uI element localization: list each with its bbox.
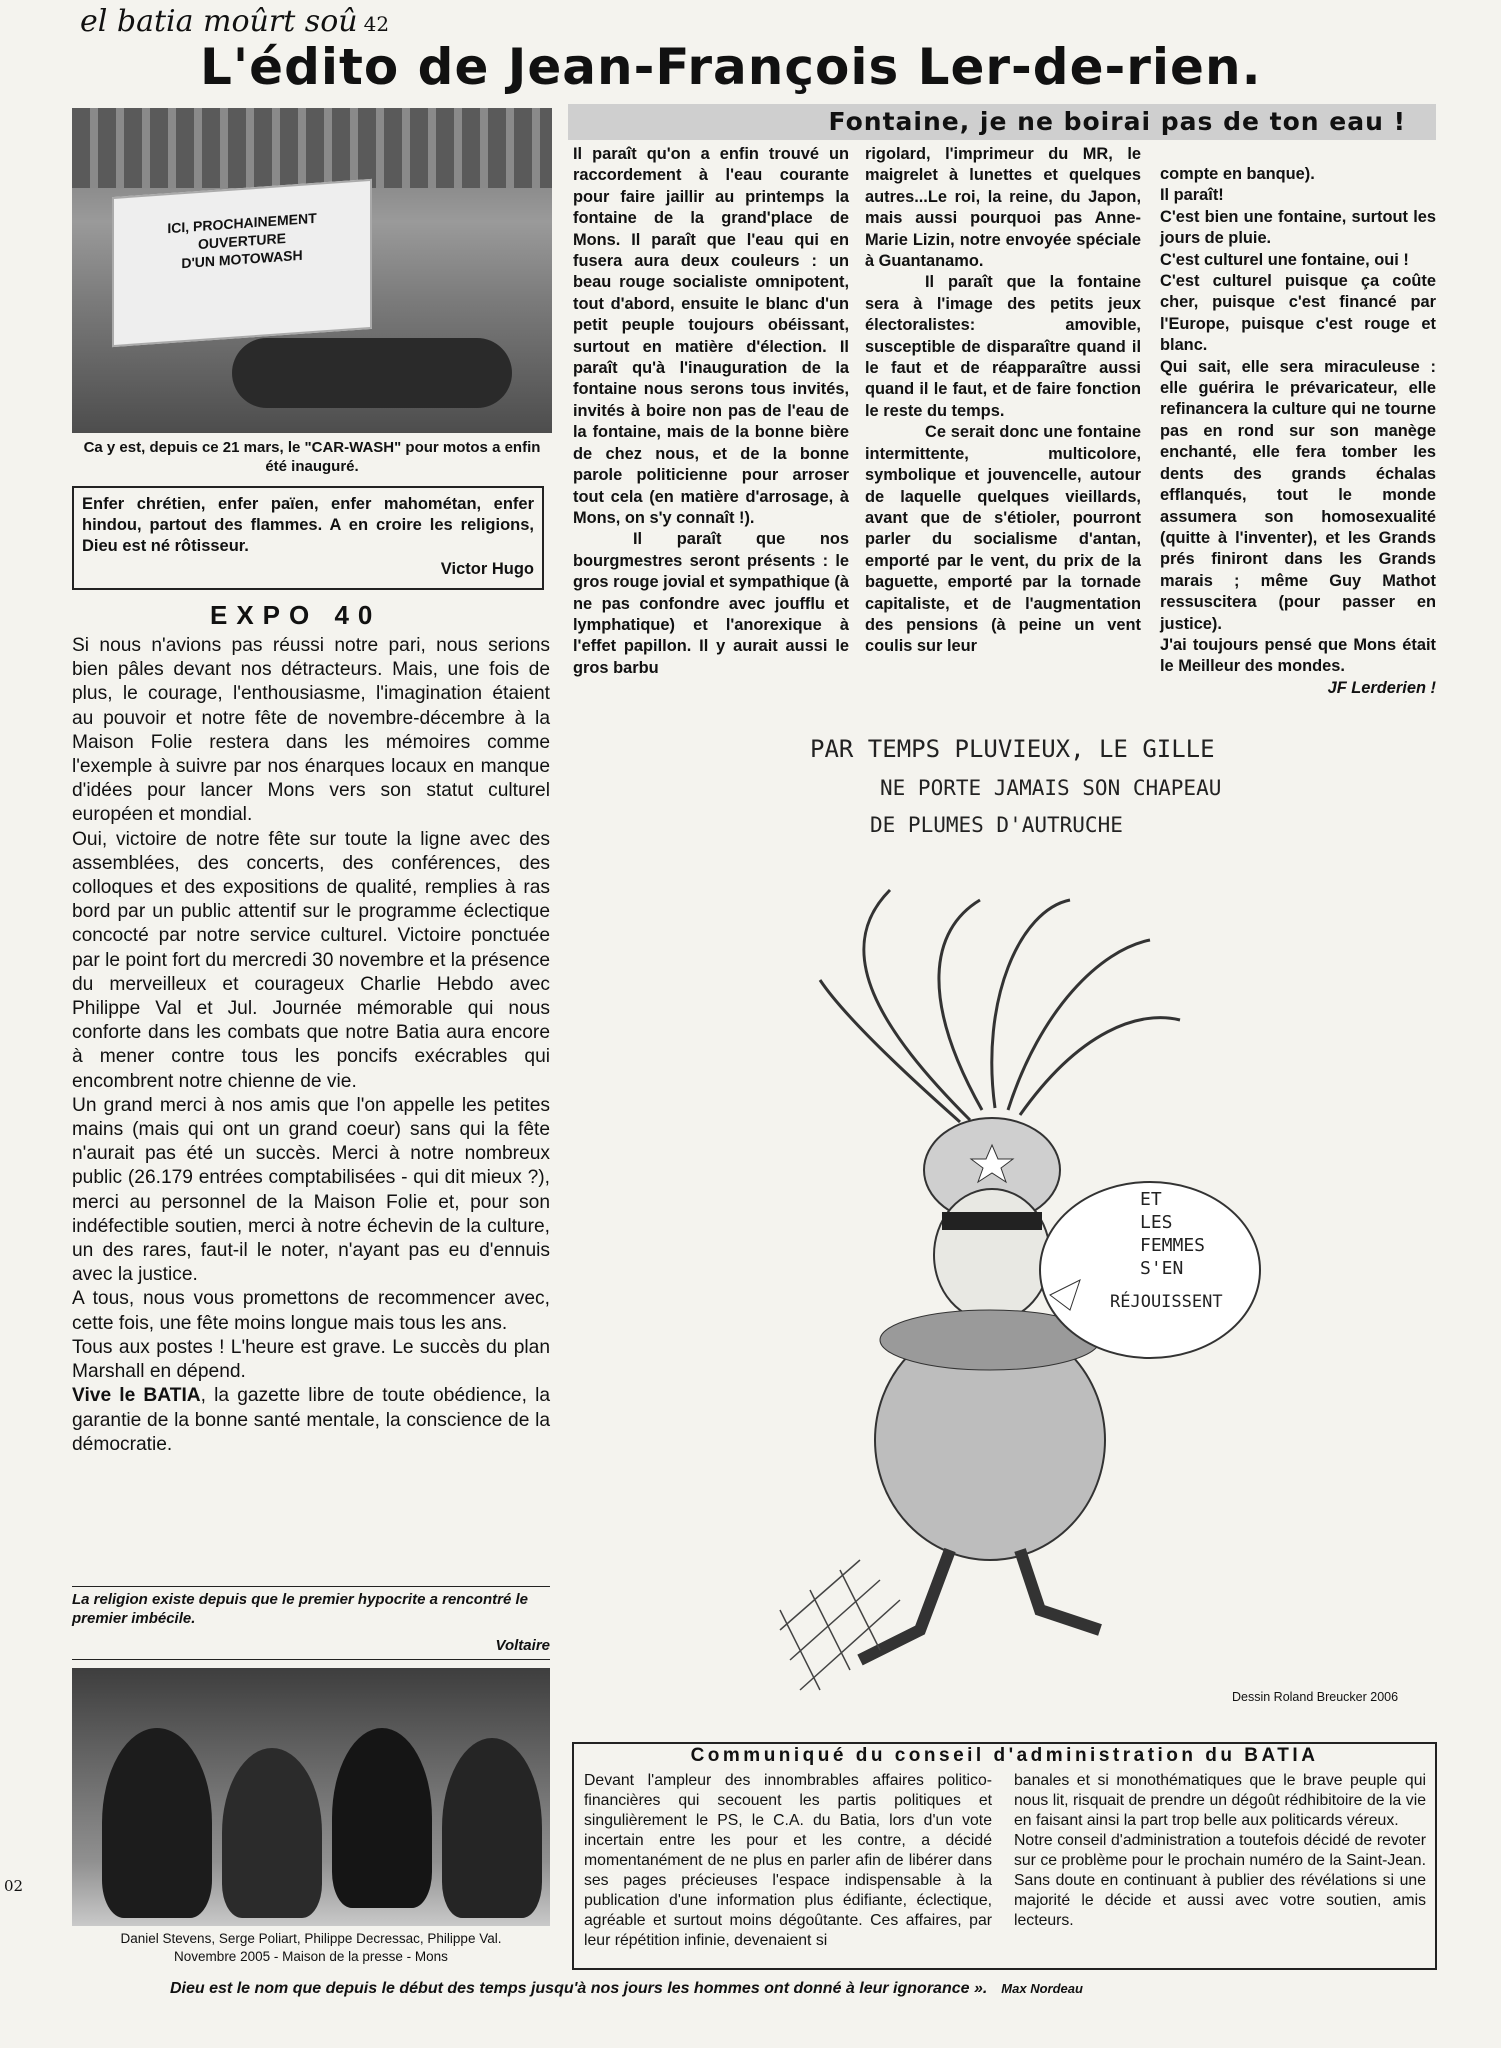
fontaine-column-1 <box>573 144 849 679</box>
photo2-caption <box>72 1930 550 1966</box>
mask-icon <box>942 1212 1042 1230</box>
motorcycle-shape <box>232 338 512 408</box>
person-silhouette <box>222 1748 322 1918</box>
page-number: 02 <box>4 1877 24 1895</box>
building-facade <box>72 108 552 188</box>
fontaine-paragraph: compte en banque). <box>1160 165 1315 183</box>
communique-paragraph: Notre conseil d'administration a toutefois décidé de revoter sur ce problème pour le prochain numéro de la Saint-Jean. Sans doute en continuant à publier des révélations si une majorité le décide et aussi avec votre soutien, amis lecteurs. <box>1014 1832 1426 1929</box>
drawing-text-line: NE PORTE JAMAIS SON CHAPEAU <box>880 776 1222 800</box>
fontaine-heading: Fontaine, je ne boirai pas de ton eau ! <box>568 104 1436 140</box>
sign-line: ICI, PROCHAINEMENT <box>167 209 317 237</box>
fontaine-paragraph: Il paraît que la fontaine sera à l'image des petits jeux électoralistes: amovible, susceptible de disparaître quand il le faut et de réapparaître aussi quand il le faut, et de faire fonction le reste du temps. <box>865 273 1141 420</box>
expo-paragraph: Un grand merci à nos amis que l'on appelle les petites mains (mais qui ont un grand coeur) sans qui la fête n'aurait pas été un succès. Merci à notre nombreux public (26.179 entrées comptabilisées - qui dit mieux ?), merci au personnel de la Maison Folie et, pour son indéfectible soutien, merci à notre échevin de la culture, un des rares, faut-il le noter, n'ayant pas eu d'ennuis avec la justice. <box>72 1094 550 1286</box>
quote-hugo-text: Enfer chrétien, enfer païen, enfer mahométan, enfer hindou, partout des flammes. A en croire les religions, Dieu est né rôtisseur. <box>82 495 534 555</box>
communique-paragraph: banales et si monothématiques que le brave peuple qui nous lit, risquait de prendre un dégoût rédhibitoire de la vie en faisant ainsi la part trop belle aux politicards véreux. <box>1014 1772 1426 1829</box>
bubble-text-line: S'EN <box>1140 1258 1184 1279</box>
expo-final-paragraph <box>72 1384 550 1457</box>
quote-hugo <box>72 486 544 590</box>
expo-final-rest: , la gazette libre de toute obédience, la garantie de la bonne santé mentale, la conscience de la démocratie. <box>72 1385 551 1455</box>
quote-voltaire <box>72 1586 550 1660</box>
legs-icon <box>860 1550 1100 1660</box>
page-title: L'édito de Jean-François Ler-de-rien. <box>200 38 1262 96</box>
fontaine-paragraph: J'ai toujours pensé que Mons était le Meilleur des mondes. <box>1160 635 1436 676</box>
sign-line: D'UN MOTOWASH <box>181 246 303 272</box>
bubble-text-line: LES <box>1140 1212 1173 1233</box>
fontaine-paragraph: rigolard, l'imprimeur du MR, le maigrelet à lunettes et quelques autres...Le roi, la reine, du Japon, mais aussi pourquoi pas Anne-Marie Lizin, notre envoyée spéciale à Guantanamo. <box>865 145 1141 271</box>
masthead-name: el batia moûrt soû <box>80 4 358 39</box>
expo-final-bold: Vive le BATIA <box>72 1385 201 1407</box>
expo-paragraph: Si nous n'avions pas réussi notre pari, nous serions bien pâles devant nos détracteurs. Mais, une fois de plus, le courage, l'enthousiasme, l'imagination étaient au pouvoir et notre fête de novembre-décembre à la Maison Folie restera dans les mémoires comme l'exemple à suivre par nos énarques locaux en manque d'idées pour lancer Mons vers son statut culturel européen et mondial. <box>72 635 550 826</box>
photo1-caption: Ca y est, depuis ce 21 mars, le "CAR-WASH" pour motos a enfin été inauguré. <box>83 439 541 475</box>
masthead <box>80 4 389 39</box>
drawing-credit: Dessin Roland Breucker 2006 <box>1232 1690 1399 1704</box>
expo-paragraph: Tous aux postes ! L'heure est grave. Le succès du plan Marshall en dépend. <box>72 1336 550 1383</box>
sign-line: OUVERTURE <box>198 229 286 253</box>
communique-column-2 <box>1014 1771 1426 1931</box>
face-icon <box>934 1189 1050 1321</box>
photo2-caption-line: Daniel Stevens, Serge Poliart, Philippe Decressac, Philippe Val. <box>120 1931 502 1946</box>
quote-hugo-author: Victor Hugo <box>440 560 534 578</box>
gille-drawing <box>720 730 1320 1710</box>
communique-heading: Communiqué du conseil d'administration du BATIA <box>690 1745 1319 1766</box>
fontaine-column-3 <box>1160 164 1436 699</box>
group-photo <box>72 1668 550 1926</box>
fontaine-signoff: JF Lerderien ! <box>1327 678 1436 697</box>
fontaine-paragraph: Il paraît! <box>1160 186 1224 205</box>
person-silhouette <box>332 1728 432 1908</box>
bottom-quote <box>170 1980 1083 1998</box>
fontaine-paragraph: C'est culturel puisque ça coûte cher, puisque c'est financé par l'Europe, puisque c'est rouge et blanc. <box>1160 272 1436 355</box>
bottom-quote-author: Max Nordeau <box>1001 1981 1083 1996</box>
fontaine-paragraph: Il paraît que nos bourgmestres seront présents : le gros rouge jovial et sympathique (à ne pas confondre avec joufflu et lymphatique) et l'anorexique à l'effet papillon. Il y aurait aussi le gros barbu <box>573 530 849 677</box>
person-silhouette <box>102 1728 212 1918</box>
fontaine-paragraph: C'est culturel une fontaine, oui ! <box>1160 250 1409 269</box>
expo-paragraph: A tous, nous vous promettons de recommencer avec, cette fois, une fête moins longue mais tous les ans. <box>72 1288 550 1334</box>
plumes-icon <box>820 890 1180 1122</box>
net-icon <box>780 1560 900 1690</box>
bubble-text-line: FEMMES <box>1140 1235 1206 1256</box>
drawing-text-line: DE PLUMES D'AUTRUCHE <box>870 813 1123 837</box>
photo2-caption-line: Novembre 2005 - Maison de la presse - Mons <box>174 1949 448 1964</box>
bottom-quote-text: Dieu est le nom que depuis le début des temps jusqu'à nos jours les hommes ont donné à leur ignorance ». <box>170 1980 988 1997</box>
bubble-text-line: RÉJOUISSENT <box>1110 1292 1223 1312</box>
quote-voltaire-text: La religion existe depuis que le premier hypocrite a rencontré le premier imbécile. <box>72 1591 528 1627</box>
fontaine-column-2 <box>865 144 1141 658</box>
communique-column-1: Devant l'ampleur des innombrables affaires politico-financières qui secouent les partis politiques et singulièrement le PS, le C.A. du Batia, lors d'un vote incertain entre les pour et les contre, a décidé momentanément de ne plus en parler afin de libérer dans ses pages précieuses l'espace indispensable à la publication d'une information plus édifiante, éclectique, agréable et surtout moins dégoûtante. Ces affaires, par leur répétition infinie, devenaient si <box>584 1772 992 1949</box>
quote-voltaire-author: Voltaire <box>72 1636 550 1660</box>
fontaine-paragraph: Ce serait donc une fontaine intermittente, multicolore, symbolique et jouvencelle, autour de laquelle quelques vieillards, avant que de s'étioler, pourront parler du socialisme d'antan, emporté par le vent, du prix de la baguette, emporté par la tornade capitaliste, et de l'augmentation des pensions (à peine un vent coulis sur leur <box>865 423 1141 656</box>
motowash-sign <box>112 179 372 347</box>
masthead-page: 42 <box>363 12 390 36</box>
expo-article <box>72 634 550 1457</box>
fontaine-paragraph: Qui sait, elle sera miraculeuse : elle guérira le prévaricateur, elle refinancera la culture qui ne tourne pas en rond sur son manège enchanté, elle fera tomber les dents des grands échalas efflanqués, tout le monde assumera son homosexualité (quitte à l'inventer), et les Grands prés finiront dans les Grands marais ; même Guy Mathot ressuscitera (pour passer en justice). <box>1160 357 1436 633</box>
bubble-text-line: ET <box>1140 1189 1162 1210</box>
fontaine-paragraph: Il paraît qu'on a enfin trouvé un raccordement à l'eau courante pour faire jaillir au printemps la fontaine de la grand'place de Mons. Il paraît que l'eau qui en fusera aura deux couleurs : un beau rouge socialiste omnipotent, tout d'abord, ensuite le blanc d'un petit peuple toujours obéissant, surtout en matière d'élection. Il paraît qu'à l'inauguration de la fontaine nous serons tous invités, invités à boire non pas de l'eau de la fontaine, mais de la bonne bière de chez nous, et de la bonne parole politicienne pour arroser tout cela (en matière d'arrosage, à Mons, on s'y connaît !). <box>573 145 849 527</box>
drawing-text-line: PAR TEMPS PLUVIEUX, LE GILLE <box>810 735 1215 763</box>
communique-box <box>572 1742 1437 1970</box>
motowash-photo <box>72 108 552 433</box>
fontaine-paragraph: C'est bien une fontaine, surtout les jours de pluie. <box>1160 207 1436 248</box>
expo-paragraph: Oui, victoire de notre fête sur toute la ligne avec des assemblées, des concerts, des conférences, des colloques et des expositions de qualité, remplies à ras bord par un public attentif sur le programme éclectique concocté par notre service culturel. Victoire ponctuée par le point fort du mercredi 30 novembre et la présence du merveilleux et courageux Charlie Hebdo avec Philippe Val et Jul. Journée mémorable qui nous conforte dans les combats que notre Batia aura encore à mener contre tous les poncifs exécrables qui encombrent notre chienne de vie. <box>72 828 550 1092</box>
person-silhouette <box>442 1738 542 1918</box>
expo-heading: EXPO 40 <box>210 600 382 630</box>
